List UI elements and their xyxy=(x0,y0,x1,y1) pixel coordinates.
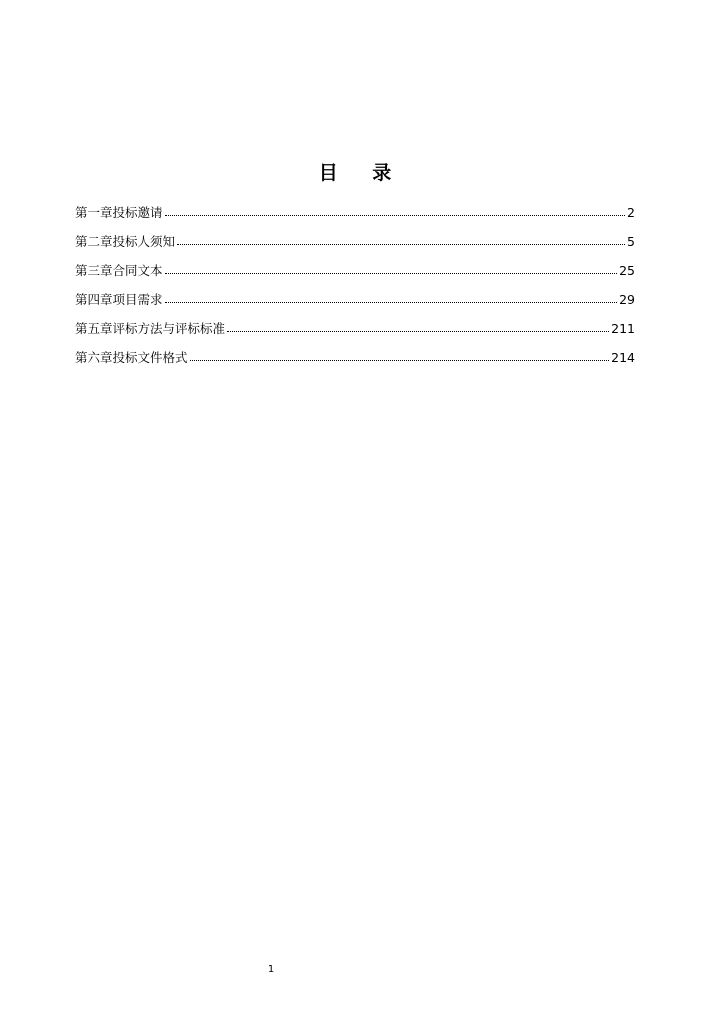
toc-leader-dots xyxy=(165,205,626,217)
toc-entry-label: 第二章投标人须知 xyxy=(75,234,176,249)
toc-leader-dots xyxy=(165,263,618,275)
toc-entry-label: 第四章项目需求 xyxy=(75,292,163,307)
toc-entry-page: 214 xyxy=(611,350,635,365)
toc-entry[interactable] xyxy=(75,259,635,288)
toc-leader-dots xyxy=(177,234,625,246)
toc-entry-label: 第五章评标方法与评标标准 xyxy=(75,321,226,336)
toc-entry[interactable] xyxy=(75,230,635,259)
toc-entry[interactable] xyxy=(75,346,635,375)
toc-entry[interactable] xyxy=(75,288,635,317)
page-number: 1 xyxy=(267,964,275,975)
toc-leader-dots xyxy=(190,350,610,362)
toc-entry-page: 29 xyxy=(619,292,635,307)
toc-entry-page: 5 xyxy=(627,234,635,249)
toc-leader-dots xyxy=(227,321,609,333)
toc-entry-label: 第一章投标邀请 xyxy=(75,205,163,220)
toc-entry-label: 第三章合同文本 xyxy=(75,263,163,278)
toc-leader-dots xyxy=(165,292,618,304)
toc-entry[interactable] xyxy=(75,317,635,346)
toc-entry-page: 2 xyxy=(627,205,635,220)
toc-entry-label: 第六章投标文件格式 xyxy=(75,350,188,365)
toc-entry-page: 211 xyxy=(611,321,635,336)
toc-title: 目 录 xyxy=(318,162,406,184)
toc-entry[interactable] xyxy=(75,201,635,230)
table-of-contents xyxy=(75,201,635,375)
toc-entry-page: 25 xyxy=(619,263,635,278)
